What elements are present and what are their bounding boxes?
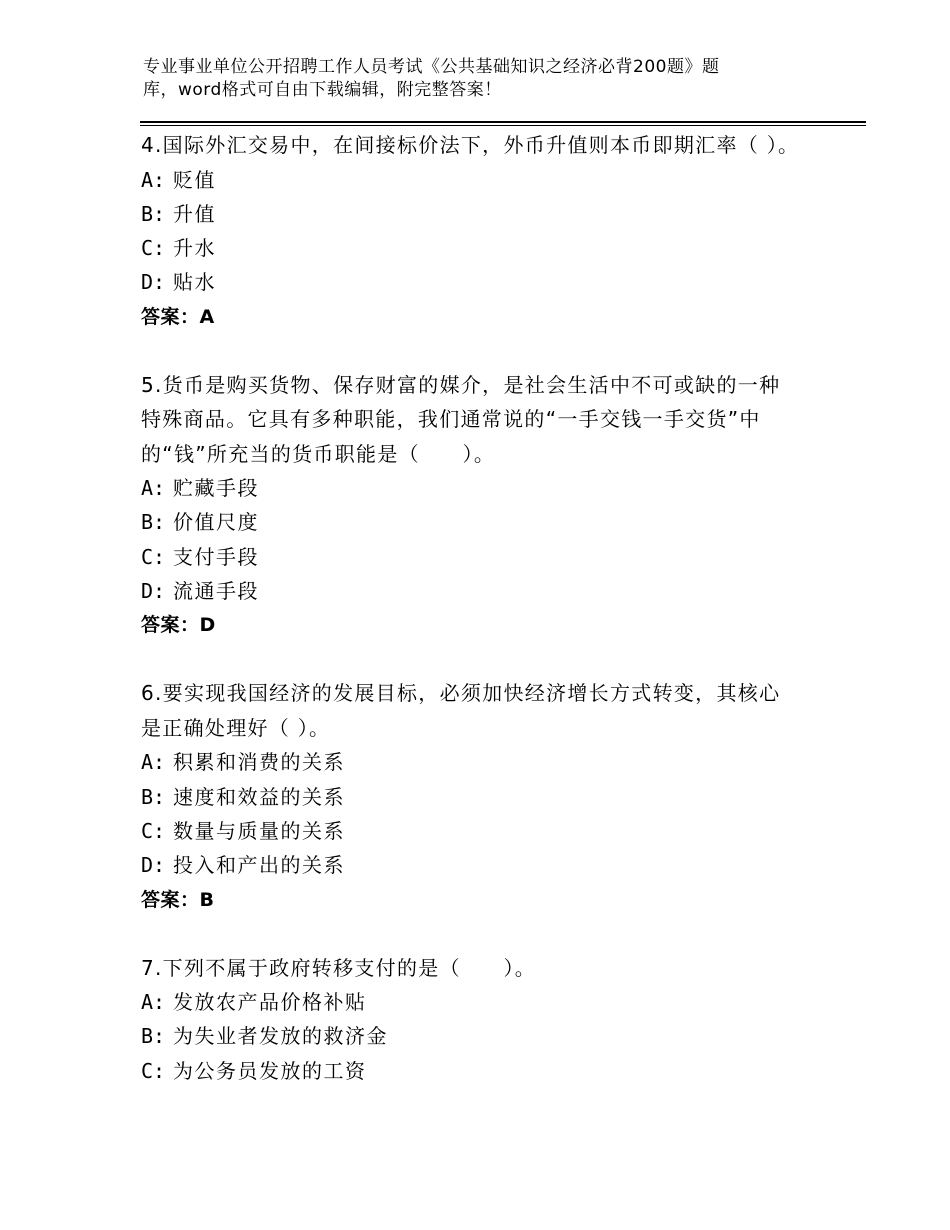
- option-letter: C:: [141, 818, 166, 843]
- option-d: [141, 265, 801, 299]
- question-stem: 5.货币是购买货物、保存财富的媒介，是社会生活中不可或缺的一种特殊商品。它具有多种职能，我们通常说的“一手交钱一手交货”中的“钱”所充当的货币职能是（ ）。: [141, 372, 781, 466]
- question-list: [141, 128, 801, 1088]
- option-d: [141, 848, 801, 882]
- header-rule-thin: [140, 125, 866, 126]
- question-stem: 6.要实现我国经济的发展目标，必须加快经济增长方式转变，其核心是正确处理好（ ）。: [141, 681, 781, 740]
- option-text: 为公务员发放的工资: [173, 1058, 367, 1083]
- option-letter: D:: [141, 270, 166, 295]
- option-letter: B:: [141, 201, 166, 226]
- option-text: 贮藏手段: [173, 476, 259, 501]
- option-b: [141, 505, 801, 539]
- option-letter: C:: [141, 1058, 166, 1083]
- option-b: [141, 1019, 801, 1053]
- header-line-2: 库，word格式可自由下载编辑，附完整答案！: [143, 80, 502, 100]
- question-4: [141, 128, 801, 334]
- option-c: [141, 814, 801, 848]
- answer-line: 答案：A: [141, 305, 215, 328]
- option-text: 升水: [173, 236, 216, 261]
- option-b: [141, 197, 801, 231]
- question-5: [141, 368, 801, 643]
- option-text: 升值: [173, 201, 216, 226]
- option-text: 流通手段: [173, 579, 259, 604]
- option-letter: B:: [141, 784, 166, 809]
- document-header: [143, 56, 783, 102]
- option-text: 价值尺度: [173, 510, 259, 535]
- option-text: 为失业者发放的救济金: [173, 1024, 388, 1049]
- option-b: [141, 780, 801, 814]
- option-letter: D:: [141, 853, 166, 878]
- option-text: 数量与质量的关系: [173, 818, 345, 843]
- option-c: [141, 1054, 801, 1088]
- spacer: [141, 917, 801, 951]
- question-6: [141, 676, 801, 916]
- option-text: 支付手段: [173, 544, 259, 569]
- option-a: [141, 471, 801, 505]
- header-rule-thick: [140, 121, 866, 123]
- option-letter: A:: [141, 990, 166, 1015]
- option-text: 速度和效益的关系: [173, 784, 345, 809]
- question-stem: 7.下列不属于政府转移支付的是（ ）。: [141, 955, 537, 980]
- option-letter: C:: [141, 236, 166, 261]
- question-stem: 4.国际外汇交易中，在间接标价法下，外币升值则本币即期汇率（ ）。: [141, 133, 800, 157]
- option-letter: A:: [141, 476, 166, 501]
- option-a: [141, 985, 801, 1019]
- option-a: [141, 163, 801, 197]
- option-text: 投入和产出的关系: [173, 853, 345, 878]
- answer-line: 答案：B: [141, 888, 215, 911]
- option-letter: A:: [141, 167, 166, 192]
- option-text: 贴水: [173, 270, 216, 295]
- option-letter: C:: [141, 544, 166, 569]
- option-letter: D:: [141, 579, 166, 604]
- option-a: [141, 745, 801, 779]
- option-letter: B:: [141, 1024, 166, 1049]
- header-line-1: 专业事业单位公开招聘工作人员考试《公共基础知识之经济必背200题》题: [143, 57, 720, 77]
- option-letter: B:: [141, 510, 166, 535]
- option-text: 积累和消费的关系: [173, 750, 345, 775]
- option-text: 贬值: [173, 167, 216, 192]
- answer-line: 答案：D: [141, 614, 216, 637]
- option-letter: A:: [141, 750, 166, 775]
- option-c: [141, 540, 801, 574]
- spacer: [141, 334, 801, 368]
- option-text: 发放农产品价格补贴: [173, 990, 367, 1015]
- option-c: [141, 231, 801, 265]
- option-d: [141, 574, 801, 608]
- question-7: [141, 951, 801, 1088]
- spacer: [141, 642, 801, 676]
